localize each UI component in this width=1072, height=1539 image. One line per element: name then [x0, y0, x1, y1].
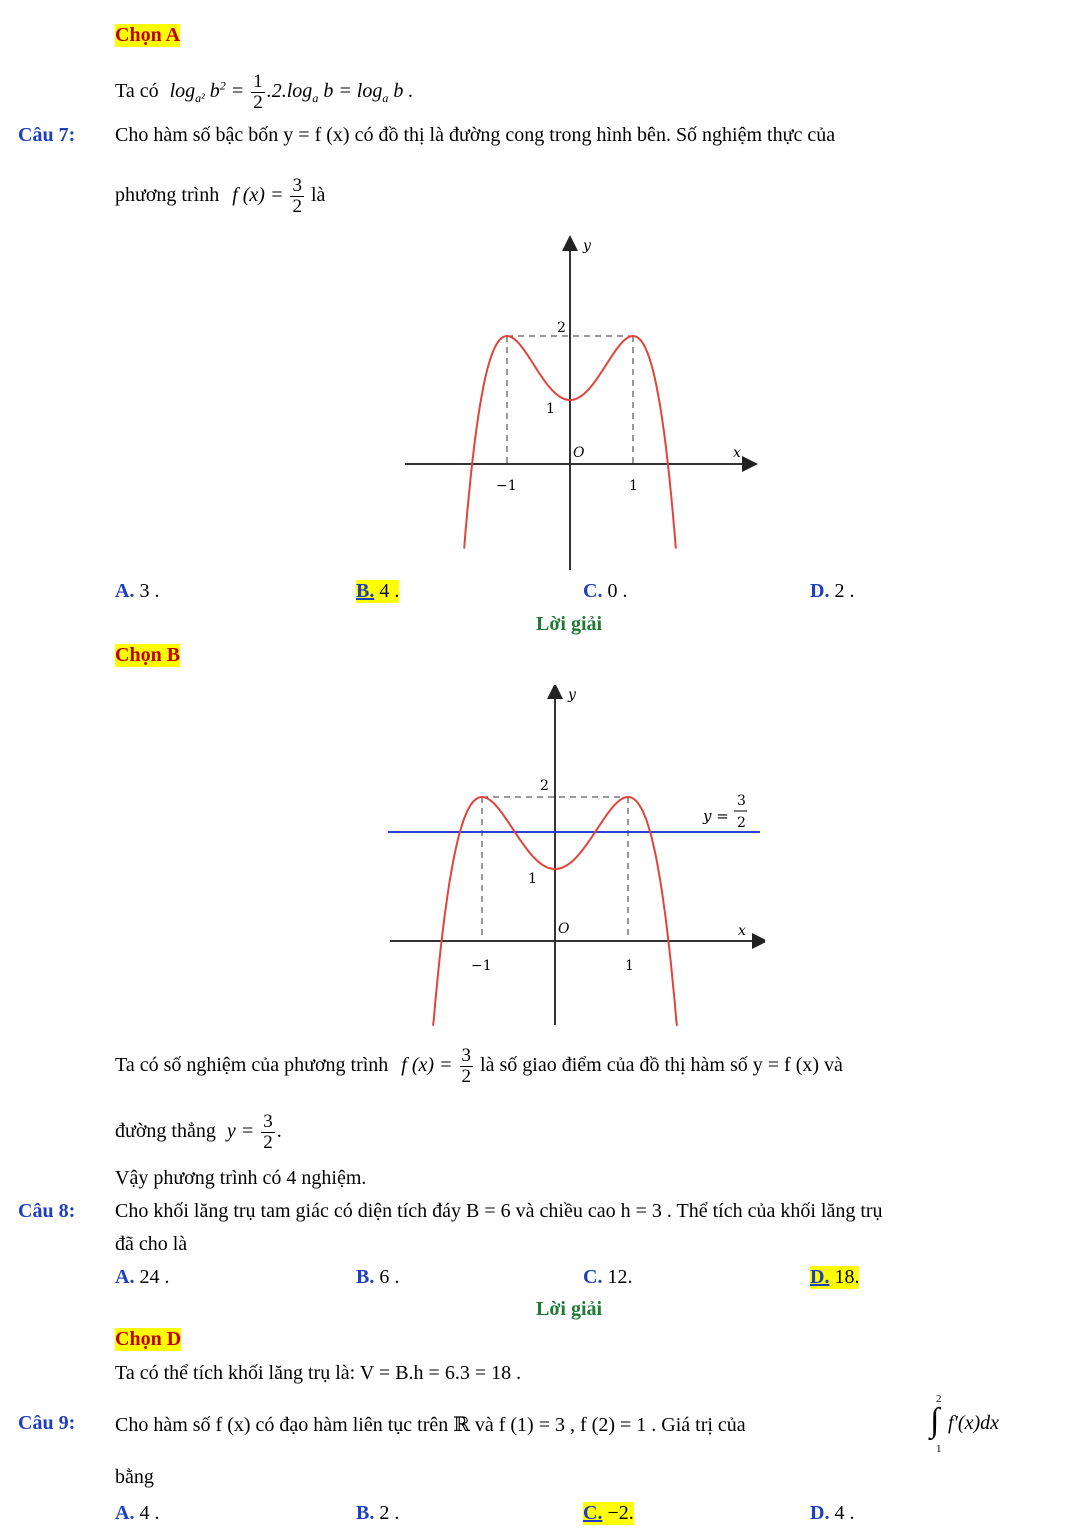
q7-solution-line1: Ta có số nghiệm của phương trình f (x) = $\frac{3}{2}$ là số giao điểm của đồ thị hàm số y = f (x) và [115, 1045, 843, 1087]
line-label-den: 2 [737, 815, 746, 831]
tick-y-1: 1 [546, 401, 555, 417]
q6-solution-line: Ta có $\log_{a^2} b^2$ = $\frac{1}{2}$ $.2.\log_a$ $b = \log_a b$ . [115, 71, 414, 113]
q7-solution-line2: đường thẳng y = $\frac{3}{2}$ . [115, 1111, 282, 1153]
q8-text-line1: Cho khối lăng trụ tam giác có diện tích đáy B = 6 và chiều cao h = 3 . Thể tích của khối lăng trụ [115, 1200, 883, 1222]
tick-y-1: 1 [528, 871, 537, 887]
q9-option-c[interactable]: C. −2. [583, 1502, 634, 1524]
q7-option-b[interactable]: B. 4 . [356, 580, 400, 602]
fraction-3-2: $\frac{3}{2}$ [292, 175, 302, 217]
question-label-9: Câu 9: [18, 1412, 76, 1434]
function-graph-1 [400, 235, 760, 575]
origin-label: O [558, 921, 570, 937]
integral-upper-bound: 2 [936, 1393, 942, 1405]
q8-option-b[interactable]: B. 6 . [356, 1266, 400, 1288]
q9-option-d[interactable]: D. 4 . [810, 1502, 855, 1524]
q8-solution-title: Lời giải [536, 1298, 603, 1320]
integral-body: f′(x)dx [948, 1412, 1000, 1434]
q7-option-d[interactable]: D. 2 . [810, 580, 855, 602]
q7-text-line2: phương trình f (x) = $\frac{3}{2}$ là [115, 175, 326, 217]
q9-integral [930, 1395, 1060, 1457]
x-label: x [738, 923, 746, 939]
q7-option-c[interactable]: C. 0 . [583, 580, 628, 602]
q7-text-line1: Cho hàm số bậc bốn y = f (x) có đồ thị là đường cong trong hình bên. Số nghiệm thực của [115, 124, 836, 146]
tick-y-2: 2 [557, 320, 566, 336]
q9-option-b[interactable]: B. 2 . [356, 1502, 400, 1524]
q7-option-a[interactable]: A. 3 . [115, 580, 160, 602]
q9-text-line1: Cho hàm số f (x) có đạo hàm liên tục trên ℝ và f (1) = 3 , f (2) = 1 . Giá trị của [115, 1414, 746, 1436]
solution-prefix: Ta có [115, 80, 159, 103]
question-label-7: Câu 7: [18, 124, 76, 146]
fraction-half: $\frac{1}{2}$ [253, 71, 263, 113]
q7-solution-title: Lời giải [536, 613, 603, 635]
function-graph-2 [385, 685, 765, 1030]
integral-lower-bound: 1 [936, 1443, 942, 1455]
x-label: x [733, 445, 741, 461]
tick-x-1: 1 [629, 478, 638, 494]
tick-x-neg1: −1 [471, 958, 492, 974]
y-label: y [568, 687, 576, 703]
q8-solution-line: Ta có thể tích khối lăng trụ là: V = B.h = 6.3 = 18 . [115, 1362, 522, 1384]
chosen-answer-q6: Chọn A [115, 24, 181, 46]
chosen-answer-q7: Chọn B [115, 644, 181, 666]
q8-option-a[interactable]: A. 24 . [115, 1266, 170, 1288]
question-label-8: Câu 8: [18, 1200, 76, 1222]
tick-y-2: 2 [540, 778, 549, 794]
q7-solution-line3: Vậy phương trình có 4 nghiệm. [115, 1167, 367, 1189]
y-label: y [583, 238, 591, 254]
line-label: y = [703, 807, 729, 825]
integral-sign-icon: ∫ [930, 1402, 940, 1439]
q9-text-line2: bằng [115, 1466, 154, 1488]
q9-option-a[interactable]: A. 4 . [115, 1502, 160, 1524]
q8-option-d[interactable]: D. 18. [810, 1266, 860, 1288]
chosen-answer-q8: Chọn D [115, 1328, 182, 1350]
tick-x-1: 1 [625, 958, 634, 974]
q8-text-line2: đã cho là [115, 1233, 188, 1255]
tick-x-neg1: −1 [496, 478, 517, 494]
origin-label: O [573, 445, 585, 461]
q8-option-c[interactable]: C. 12. [583, 1266, 633, 1288]
line-label-num: 3 [737, 793, 746, 809]
